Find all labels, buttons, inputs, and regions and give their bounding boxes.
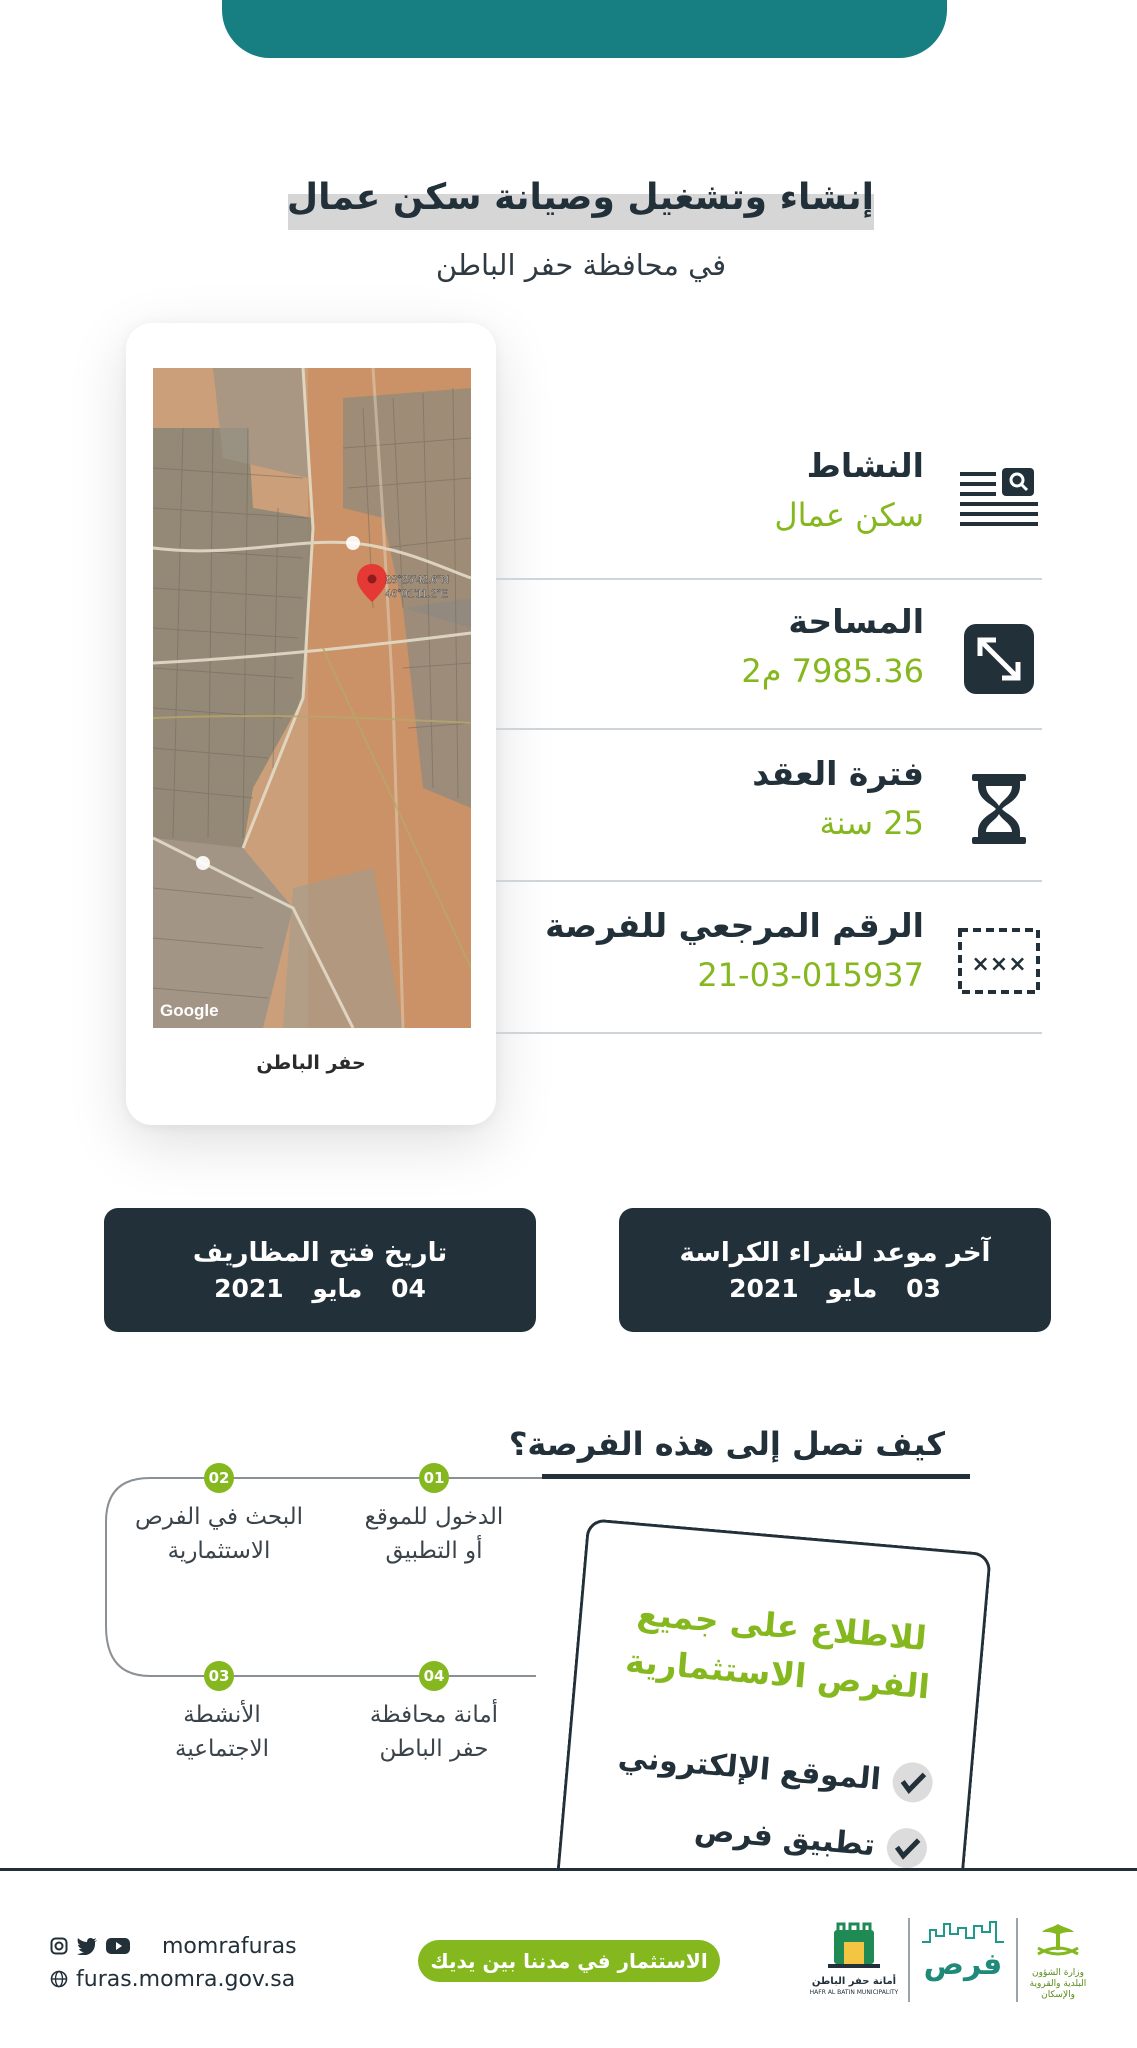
step-01-line1: الدخول للموقع (364, 1504, 504, 1530)
map-coordinate-lat: 28°25'42.6"N (385, 574, 450, 586)
check-icon (885, 1826, 928, 1869)
promo-item-website-label: الموقع الإلكتروني (616, 1739, 883, 1798)
how-to-underline (542, 1474, 970, 1479)
info-row-activity (496, 432, 1042, 582)
map-image (153, 368, 471, 1028)
step-number-01: 01 (419, 1463, 449, 1493)
ministry-logo (1024, 1920, 1092, 2004)
step-02-text (109, 1500, 329, 1568)
how-to-title: كيف تصل إلى هذه الفرصة؟ (508, 1425, 945, 1463)
page-subtitle: في محافظة حفر الباطن (435, 248, 727, 282)
step-02-line2: الاستثمارية (167, 1538, 271, 1564)
purchase-deadline-title: آخر موعد لشراء الكراسة (679, 1238, 991, 1268)
check-icon (891, 1761, 934, 1804)
purchase-deadline-date (619, 1274, 1051, 1303)
info-row-reference (496, 892, 1042, 1042)
step-number-03: 03 (204, 1661, 234, 1691)
reference-label: الرقم المرجعي للفرصة (545, 906, 924, 945)
step-04-line2: حفر الباطن (379, 1736, 489, 1762)
divider (496, 880, 1042, 882)
step-01-text (324, 1500, 544, 1568)
globe-icon (50, 1970, 68, 1988)
furas-logo (920, 1920, 1006, 2000)
palm-swords-icon (1024, 1920, 1092, 1964)
envelope-opening-date (104, 1274, 536, 1303)
slogan-pill: الاستثمار في مدننا بين يديك (418, 1940, 720, 1982)
envelope-opening-title: تاريخ فتح المظاريف (192, 1238, 448, 1268)
ministry-name: وزارة الشؤون البلدية والقروية والإسكان (1029, 1968, 1087, 2000)
purchase-month: مايو (827, 1274, 878, 1303)
youtube-icon[interactable] (106, 1937, 130, 1955)
contract-period-value: 25 سنة (819, 804, 924, 842)
social-links (50, 1930, 297, 1996)
furas-wordmark: فرص (923, 1947, 1003, 1982)
website-link[interactable]: furas.momra.gov.sa (76, 1966, 296, 1992)
promo-heading-line1: للاطلاع على جميع (635, 1593, 929, 1658)
skyline-icon (920, 1920, 1006, 1944)
reference-code-icon (956, 918, 1042, 1004)
promo-item-app[interactable] (693, 1810, 929, 1870)
promo-heading (596, 1587, 963, 1714)
step-03-text (112, 1698, 332, 1766)
step-01-line2: أو التطبيق (385, 1538, 483, 1564)
resize-arrows-icon (956, 616, 1042, 702)
area-label: المساحة (788, 602, 924, 641)
svg-text:×××: ××× (971, 952, 1027, 977)
satellite-map[interactable] (153, 368, 471, 1028)
purchase-year: 2021 (729, 1274, 799, 1303)
info-row-contract (496, 740, 1042, 890)
step-02-line1: البحث في الفرص (134, 1504, 304, 1530)
map-caption: حفر الباطن (256, 1052, 366, 1074)
municipality-name-en: HAFR AL BATIN MUNICIPALITY (809, 1989, 899, 1996)
google-attribution: Google (160, 1001, 219, 1020)
step-04-text (324, 1698, 544, 1766)
step-number-02: 02 (204, 1463, 234, 1493)
hourglass-icon (956, 766, 1042, 852)
opening-year: 2021 (214, 1274, 284, 1303)
step-04-line1: أمانة محافظة (369, 1702, 499, 1728)
purchase-day: 03 (906, 1274, 941, 1303)
divider (496, 728, 1042, 730)
social-handle[interactable]: momrafuras (162, 1933, 297, 1959)
page-title-text: إنشاء وتشغيل وصيانة سكن عمال (286, 177, 874, 218)
area-value: 7985.36 م2 (741, 652, 924, 690)
social-handle-row (50, 1930, 297, 1962)
municipality-logo (808, 1922, 900, 2002)
logo-separator (908, 1918, 910, 2002)
map-coordinate-lon: 46°01'11.2"E (385, 588, 448, 600)
opening-day: 04 (391, 1274, 426, 1303)
municipality-name-ar: أمانة حفر الباطن (811, 1976, 897, 1987)
envelope-opening-card (104, 1208, 536, 1332)
contract-period-label: فترة العقد (752, 754, 924, 793)
opening-month: مايو (312, 1274, 363, 1303)
newspaper-search-icon (956, 454, 1042, 540)
promo-item-website[interactable] (616, 1737, 934, 1804)
divider (496, 578, 1042, 580)
activity-label: النشاط (806, 446, 924, 485)
promo-item-app-label: تطبيق فرص (693, 1812, 877, 1863)
page-title (288, 168, 874, 236)
step-number-04: 04 (419, 1661, 449, 1691)
purchase-deadline-card (619, 1208, 1051, 1332)
logo-separator (1016, 1918, 1018, 2002)
website-row (50, 1962, 297, 1996)
info-row-area (496, 588, 1042, 738)
twitter-icon[interactable] (76, 1937, 98, 1955)
activity-value: سكن عمال (774, 496, 924, 534)
step-03-line1: الأنشطة (183, 1702, 261, 1728)
promo-heading-line2: الفرص الاستثمارية (623, 1640, 932, 1707)
step-03-line2: الاجتماعية (175, 1736, 269, 1762)
instagram-icon[interactable] (50, 1937, 68, 1955)
reference-value: 21-03-015937 (697, 956, 924, 994)
divider (496, 1032, 1042, 1034)
header-tab (222, 0, 947, 58)
municipality-emblem-icon (808, 1922, 900, 1972)
